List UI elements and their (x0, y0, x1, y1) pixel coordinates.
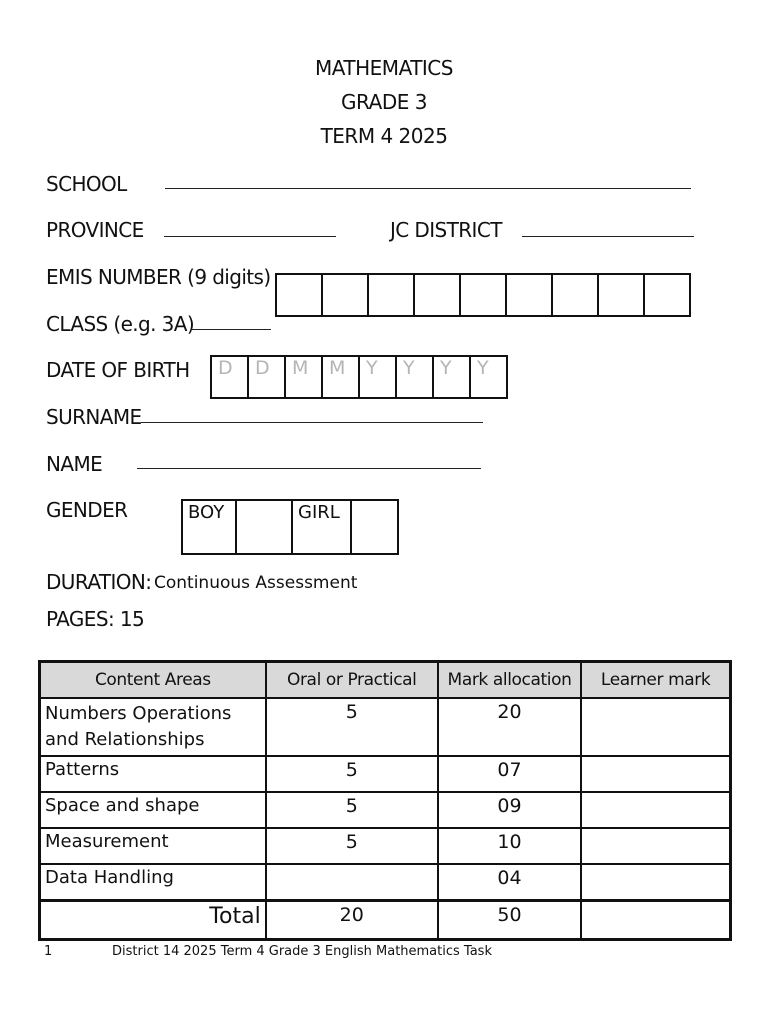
dob-boxes (210, 355, 508, 399)
dob-label: DATE OF BIRTH (46, 358, 190, 382)
dob-month-box[interactable] (286, 357, 323, 397)
duration-label: DURATION: (46, 570, 152, 594)
footer-text: District 14 2025 Term 4 Grade 3 English Mathematics Task (112, 944, 492, 959)
mark-allocation-cell: 04 (438, 864, 581, 900)
emis-digit-box[interactable] (277, 275, 323, 315)
emis-digit-box[interactable] (645, 275, 691, 315)
content-area-cell: Space and shape (40, 792, 266, 828)
emis-label: EMIS NUMBER (9 digits) (46, 265, 271, 289)
dob-month-box[interactable] (323, 357, 360, 397)
class-label: CLASS (e.g. 3A) (46, 312, 195, 336)
content-area-cell: Measurement (40, 828, 266, 864)
total-learner-mark[interactable] (581, 900, 730, 939)
dob-year-box[interactable] (397, 357, 434, 397)
learner-mark-cell[interactable] (581, 698, 730, 756)
name-label: NAME (46, 452, 103, 476)
gender-label: GENDER (46, 498, 128, 522)
content-area-cell: Data Handling (40, 864, 266, 900)
oral-practical-cell: 5 (266, 828, 438, 864)
emis-digit-box[interactable] (507, 275, 553, 315)
document-term: TERM 4 2025 (320, 124, 448, 148)
table-row (40, 756, 731, 792)
learner-mark-cell[interactable] (581, 864, 730, 900)
mark-allocation-cell: 09 (438, 792, 581, 828)
class-field[interactable] (191, 329, 271, 330)
total-mark-allocation: 50 (438, 900, 581, 939)
emis-digit-box[interactable] (415, 275, 461, 315)
district-field[interactable] (522, 236, 694, 237)
mark-allocation-cell: 10 (438, 828, 581, 864)
gender-girl-label: GIRL (298, 502, 340, 523)
dob-placeholder: Y (403, 357, 415, 379)
table-total-row (40, 900, 731, 939)
total-oral-practical: 20 (266, 900, 438, 939)
table-header-row (40, 662, 731, 699)
content-area-cell: Numbers Operations and Relationships (40, 698, 266, 756)
header-learner-mark: Learner mark (581, 662, 730, 699)
table-row (40, 792, 731, 828)
mark-allocation-cell: 07 (438, 756, 581, 792)
duration-value: Continuous Assessment (154, 573, 358, 593)
emis-digit-box[interactable] (553, 275, 599, 315)
learner-mark-cell[interactable] (581, 792, 730, 828)
emis-digit-box[interactable] (599, 275, 645, 315)
content-area-cell: Patterns (40, 756, 266, 792)
province-field[interactable] (164, 236, 336, 237)
school-field[interactable] (165, 188, 691, 189)
dob-day-box[interactable] (249, 357, 286, 397)
dob-year-box[interactable] (360, 357, 397, 397)
gender-girl-checkbox[interactable] (352, 501, 399, 553)
total-label: Total (40, 900, 266, 939)
dob-day-box[interactable] (212, 357, 249, 397)
learner-mark-cell[interactable] (581, 756, 730, 792)
dob-placeholder: M (292, 357, 309, 379)
gender-boy-checkbox[interactable] (237, 501, 293, 553)
document-subject: MATHEMATICS (315, 56, 453, 80)
gender-boy-label-box (183, 501, 237, 553)
gender-boy-label: BOY (188, 502, 225, 523)
learner-mark-cell[interactable] (581, 828, 730, 864)
school-label: SCHOOL (46, 172, 127, 196)
emis-digit-box[interactable] (461, 275, 507, 315)
oral-practical-cell: 5 (266, 756, 438, 792)
table-row (40, 864, 731, 900)
oral-practical-cell: 5 (266, 792, 438, 828)
dob-year-box[interactable] (434, 357, 471, 397)
province-label: PROVINCE (46, 218, 144, 242)
emis-digit-box[interactable] (369, 275, 415, 315)
header-oral-practical: Oral or Practical (266, 662, 438, 699)
dob-placeholder: D (255, 357, 270, 379)
gender-girl-label-box (293, 501, 352, 553)
emis-digit-box[interactable] (323, 275, 369, 315)
emis-number-boxes (275, 273, 691, 317)
mark-allocation-table (38, 660, 732, 941)
surname-field[interactable] (141, 422, 483, 423)
district-label: JC DISTRICT (390, 218, 502, 242)
dob-placeholder: Y (366, 357, 378, 379)
name-field[interactable] (137, 468, 481, 469)
mark-allocation-cell: 20 (438, 698, 581, 756)
oral-practical-cell (266, 864, 438, 900)
table-row (40, 828, 731, 864)
header-mark-allocation: Mark allocation (438, 662, 581, 699)
dob-placeholder: Y (440, 357, 452, 379)
oral-practical-cell: 5 (266, 698, 438, 756)
dob-year-box[interactable] (471, 357, 508, 397)
dob-placeholder: D (218, 357, 233, 379)
dob-placeholder: Y (477, 357, 489, 379)
gender-boxes (181, 499, 399, 555)
dob-placeholder: M (329, 357, 346, 379)
pages-count: PAGES: 15 (46, 607, 145, 631)
surname-label: SURNAME (46, 405, 142, 429)
header-content-areas: Content Areas (40, 662, 266, 699)
footer-page-number: 1 (44, 944, 53, 959)
table-row (40, 698, 731, 756)
document-grade: GRADE 3 (341, 90, 427, 114)
